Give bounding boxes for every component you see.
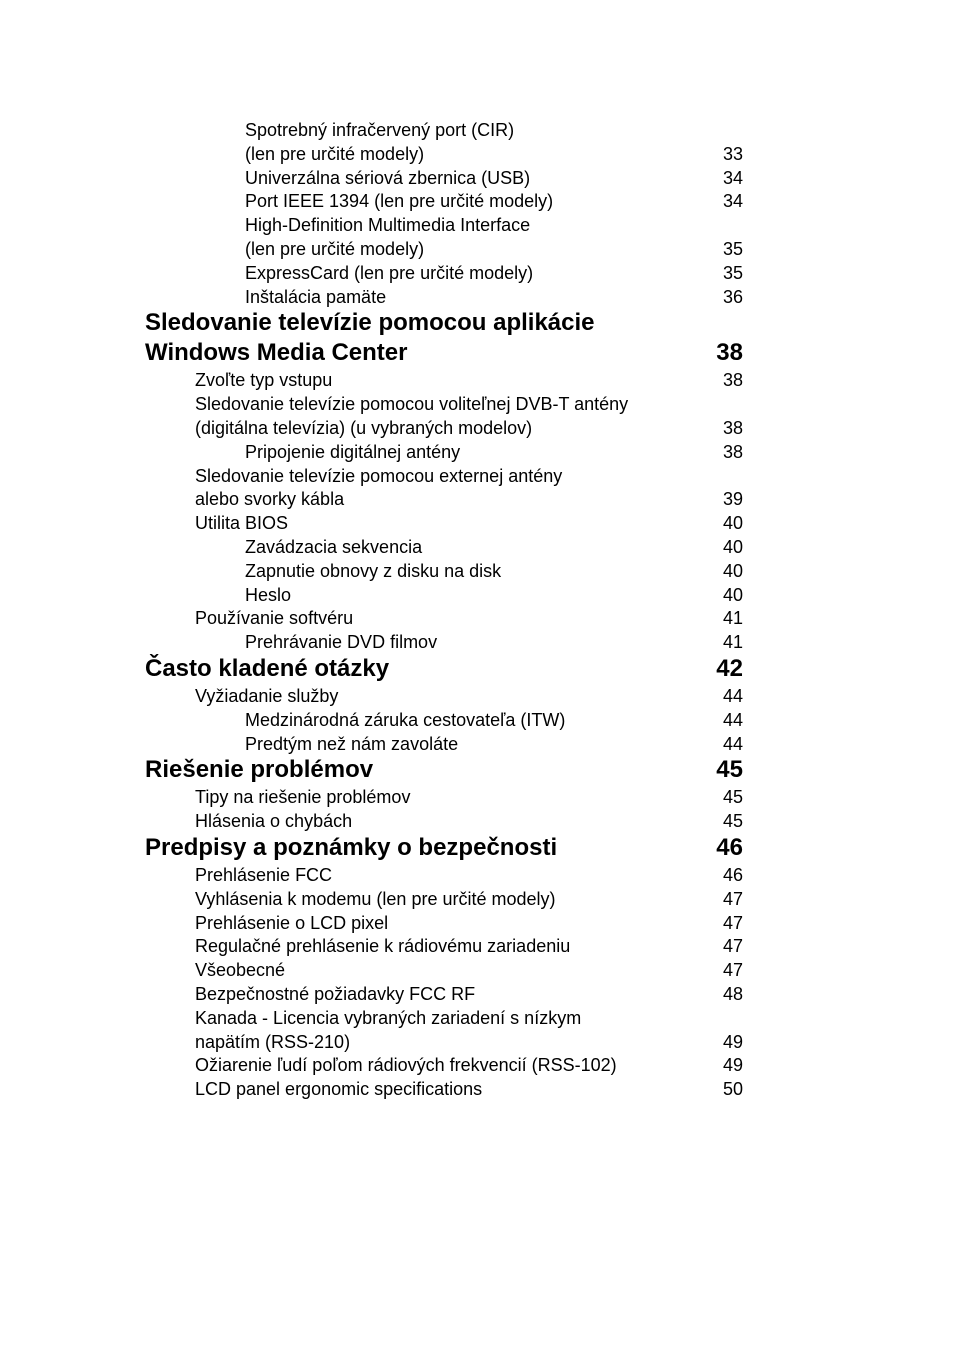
toc-page-number: 44 (722, 733, 743, 754)
toc-entry-title: alebo svorky kábla (195, 489, 345, 510)
toc-entry-row (0, 118, 954, 142)
toc-chapter-title: Predpisy a poznámky o bezpečnosti (145, 834, 558, 861)
toc-entry-row (0, 511, 954, 535)
toc-entry-title: Hlásenia o chybách (195, 811, 353, 832)
toc-chapter-title: Sledovanie televízie pomocou aplikácie (145, 309, 595, 337)
toc-entry-row (0, 958, 954, 982)
toc-entry-row (0, 809, 954, 833)
toc-entry-row (0, 189, 954, 213)
toc-chapter-title: Riešenie problémov (145, 756, 374, 784)
toc-entry-title: Univerzálna sériová zbernica (USB) (245, 167, 531, 188)
toc-page-number: 38 (722, 370, 743, 391)
toc-chapter-row (0, 308, 954, 338)
toc-entry-title: Predtým než nám zavoláte (245, 733, 459, 754)
toc-page-number: 40 (722, 584, 743, 605)
toc-page-number: 49 (722, 1031, 743, 1052)
toc-page-number: 45 (722, 787, 743, 808)
toc-page-number: 39 (722, 489, 743, 510)
toc-entry-title: Sledovanie televízie pomocou voliteľnej DVB-T antény (195, 394, 629, 415)
toc-entry-title: Sledovanie televízie pomocou externej antény (195, 465, 563, 486)
toc-entry-title: Zapnutie obnovy z disku na disk (245, 560, 502, 581)
toc-entry-title: (digitálna televízia) (u vybraných modelov) (195, 418, 533, 438)
toc-entry-row (0, 1077, 954, 1101)
toc-entry-row (0, 863, 954, 887)
toc-entry-row (0, 934, 954, 958)
toc-entry-row (0, 1030, 954, 1054)
toc-entry-row (0, 142, 954, 166)
toc-entry-title: Regulačné prehlásenie k rádiovému zariadeniu (195, 936, 571, 957)
toc-page-number: 47 (722, 912, 743, 933)
toc-entry-title: Port IEEE 1394 (len pre určité modely) (245, 191, 554, 212)
toc-page-number: 49 (722, 1055, 743, 1076)
toc-entry-row (0, 464, 954, 488)
toc-entry-row (0, 911, 954, 935)
toc-entry-title: Všeobecné (195, 960, 286, 981)
toc-chapter-title: Často kladené otázky (145, 655, 390, 682)
toc-entry-row (0, 416, 954, 440)
toc-entry-row (0, 392, 954, 416)
toc-page-number: 44 (722, 686, 743, 706)
toc-entry-title: Zvoľte typ vstupu (195, 370, 333, 391)
toc-entry-row (0, 887, 954, 911)
toc-chapter-row (0, 755, 954, 785)
toc-page-number: 35 (722, 262, 743, 283)
toc-entry-row (0, 630, 954, 654)
toc-page-number: 41 (722, 608, 743, 629)
toc-page-number: 40 (722, 513, 743, 534)
toc-chapter-row (0, 338, 954, 368)
toc-entry-title: Bezpečnostné požiadavky FCC RF (195, 984, 476, 1004)
toc-entry-row (0, 213, 954, 237)
toc-page-number: 36 (722, 286, 743, 307)
toc-entry-title: Prehrávanie DVD filmov (245, 632, 438, 653)
toc-page-number: 45 (716, 756, 743, 784)
toc-page-number: 38 (716, 339, 743, 367)
toc-page-number: 35 (722, 239, 743, 259)
toc-page-number: 45 (722, 811, 743, 832)
toc-entry-title: Inštalácia pamäte (245, 286, 387, 307)
toc-entry-title: Vyhlásenia k modemu (len pre určité modely) (195, 888, 556, 909)
toc-entry-title: High-Definition Multimedia Interface (245, 215, 531, 236)
toc-entry-title: Tipy na riešenie problémov (195, 787, 411, 808)
toc-entry-title: LCD panel ergonomic specifications (195, 1079, 483, 1100)
toc-page-number: 42 (716, 655, 743, 682)
toc-page-number: 44 (722, 709, 743, 730)
toc-entry-row (0, 368, 954, 392)
toc-entry-title: Medzinárodná záruka cestovateľa (ITW) (245, 709, 566, 730)
toc-page-number: 47 (722, 936, 743, 957)
toc-entry-title: Vyžiadanie služby (195, 686, 339, 706)
toc-page-number: 47 (722, 960, 743, 981)
toc-page-number: 38 (722, 418, 743, 438)
toc-entry-row (0, 684, 954, 708)
toc-entry-title: Prehlásenie FCC (195, 865, 333, 885)
toc-entry-title: Utilita BIOS (195, 513, 289, 534)
toc-entry-title: Používanie softvéru (195, 608, 354, 629)
toc-entry-title: Prehlásenie o LCD pixel (195, 912, 389, 933)
toc-entry-title: Spotrebný infračervený port (CIR) (245, 120, 515, 140)
toc-page-number: 33 (722, 143, 743, 164)
toc-entry-title: ExpressCard (len pre určité modely) (245, 262, 534, 283)
toc-entry-title: (len pre určité modely) (245, 239, 425, 259)
toc-entry-row (0, 606, 954, 630)
toc-entry-title: napätím (RSS-210) (195, 1031, 351, 1052)
toc-entry-row (0, 261, 954, 285)
toc-entry-title: (len pre určité modely) (245, 143, 425, 164)
toc-page-number: 40 (722, 560, 743, 581)
toc-entry-row (0, 1006, 954, 1030)
toc-entry-title: Heslo (245, 584, 292, 605)
toc-page-number: 50 (722, 1079, 743, 1100)
toc-entry-row (0, 237, 954, 261)
toc-page-number: 34 (722, 167, 743, 188)
toc-entry-title: Ožiarenie ľudí poľom rádiových frekvencií (RSS-102) (195, 1055, 617, 1076)
toc-chapter-row (0, 654, 954, 684)
toc-entry-row (0, 583, 954, 607)
toc-entry-row (0, 785, 954, 809)
toc-page-number: 40 (722, 537, 743, 557)
toc-chapter-row (0, 833, 954, 863)
toc-page-number: 47 (722, 888, 743, 909)
toc-page-number: 46 (716, 834, 743, 861)
toc-entry-row (0, 559, 954, 583)
toc-entry-row (0, 285, 954, 309)
toc-entry-row (0, 732, 954, 756)
toc-page-number: 34 (722, 191, 743, 212)
toc-entry-title: Kanada - Licencia vybraných zariadení s nízkym (195, 1007, 582, 1028)
toc-entry-row (0, 708, 954, 732)
toc-page-number: 38 (722, 441, 743, 462)
toc-entry-row (0, 535, 954, 559)
toc-page-number: 48 (722, 984, 743, 1004)
toc-chapter-title: Windows Media Center (145, 339, 408, 367)
toc-entry-row (0, 487, 954, 511)
toc-page-number: 41 (722, 632, 743, 653)
toc-entry-row (0, 1053, 954, 1077)
toc-entry-title: Pripojenie digitálnej antény (245, 441, 461, 462)
toc-entry-row (0, 982, 954, 1006)
toc-entry-row (0, 166, 954, 190)
toc-page-number: 46 (722, 865, 743, 885)
toc-entry-title: Zavádzacia sekvencia (245, 537, 423, 557)
toc-entry-row (0, 440, 954, 464)
